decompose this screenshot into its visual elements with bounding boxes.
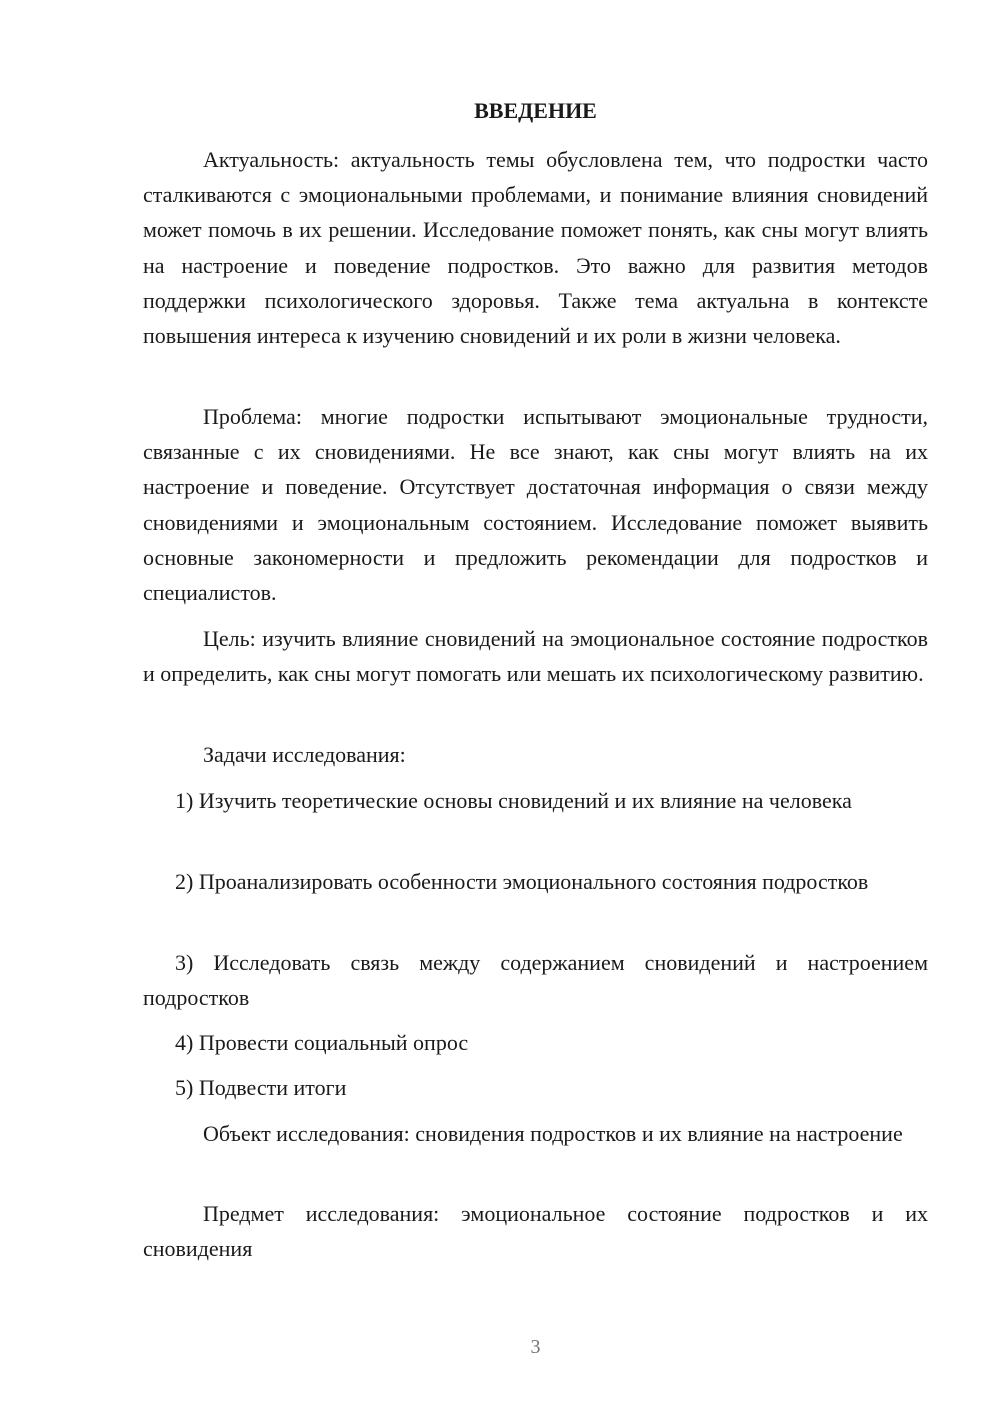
- paragraph-relevance: Актуальность: актуальность темы обусловлена тем, что подростки часто сталкиваются с эмоциональными проблемами, и понимание влияния сновидений может помочь в их решении. Исследование поможет понять, как сны могут влиять на настроение и поведение подростков. Это важно для развития методов поддержки психологического здоровья. Также тема актуальна в контексте повышения интереса к изучению сновидений и их роли в жизни человека.: [143, 147, 928, 349]
- paragraph-object: Объект исследования: сновидения подростков и их влияние на настроение: [203, 1121, 903, 1146]
- paragraph-problem: Проблема: многие подростки испытывают эмоциональные трудности, связанные с их сновидениями. Не все знают, как сны могут влиять на их настроение и поведение. Отсутствует достаточная информация о связи между сновидениями и эмоциональным состоянием. Исследование поможет выявить основные закономерности и предложить рекомендации для подростков и специалистов.: [143, 404, 928, 606]
- page-number: 3: [530, 1336, 541, 1358]
- document-page: [143, 0, 928, 1414]
- task-item-2: 2) Проанализировать особенности эмоционального состояния подростков: [175, 869, 869, 894]
- task-item-4: 4) Провести социальный опрос: [175, 1030, 469, 1055]
- page-title: ВВЕДЕНИЕ: [474, 98, 597, 123]
- task-item-3: 3) Исследовать связь между содержанием сновидений и настроением подростков: [143, 950, 928, 1011]
- task-item-5: 5) Подвести итоги: [175, 1075, 347, 1100]
- paragraph-subject: Предмет исследования: эмоциональное состояние подростков и их сновидения: [143, 1201, 928, 1262]
- paragraph-goal: Цель: изучить влияние сновидений на эмоциональное состояние подростков и определить, как сны могут помогать или мешать их психологическому развитию.: [143, 626, 928, 687]
- tasks-heading: Задачи исследования:: [203, 742, 406, 767]
- task-item-1: 1) Изучить теоретические основы сновидений и их влияние на человека: [175, 788, 852, 813]
